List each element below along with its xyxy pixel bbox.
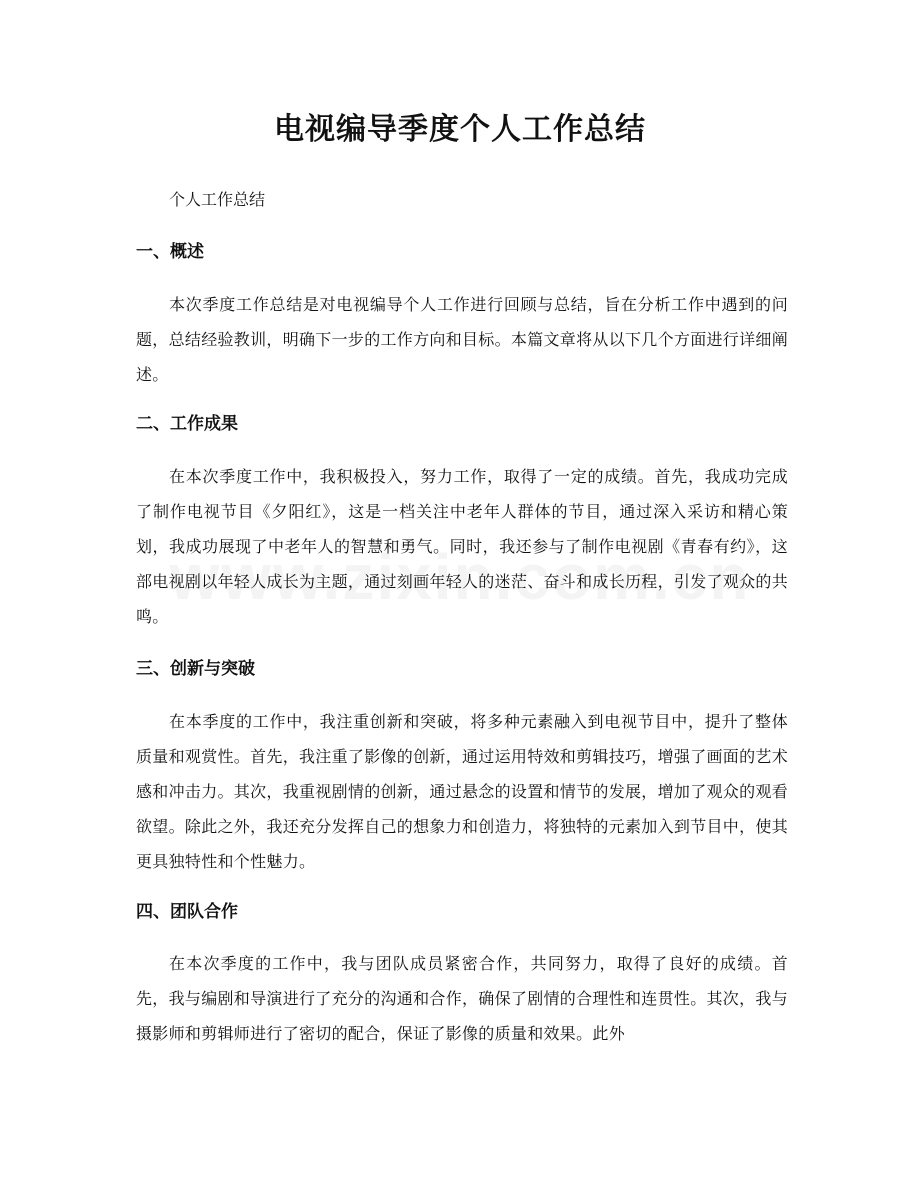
document-title: 电视编导季度个人工作总结 <box>274 112 646 147</box>
section-heading-results: 二、工作成果 <box>136 414 238 434</box>
section-body-results: 在本次季度工作中，我积极投入，努力工作，取得了一定的成绩。首先，我成功完成了制作电视节目《夕阳红》，这是一档关注中老年人群体的节目，通过深入采访和精心策划，我成功展现了中老年人的智慧和勇气。同时，我还参与了制作电视剧《青春有约》，这部电视剧以年轻人成长为主题，通过刻画年轻人的迷茫、奋斗和成长历程，引发了观众的共鸣。 <box>136 467 789 626</box>
section-body-innovation: 在本季度的工作中，我注重创新和突破，将多种元素融入到电视节目中，提升了整体质量和观赏性。首先，我注重了影像的创新，通过运用特效和剪辑技巧，增强了画面的艺术感和冲击力。其次，我重视剧情的创新，通过悬念的设置和情节的发展，增加了观众的观看欲望。除此之外，我还充分发挥自己的想象力和创造力，将独特的元素加入到节目中，使其更具独特性和个性魅力。 <box>136 712 789 871</box>
section-body-teamwork: 在本次季度的工作中，我与团队成员紧密合作，共同努力，取得了良好的成绩。首先，我与编剧和导演进行了充分的沟通和合作，确保了剧情的合理性和连贯性。其次，我与摄影师和剪辑师进行了密切的配合，保证了影像的质量和效果。此外 <box>136 954 789 1043</box>
section-heading-innovation: 三、创新与突破 <box>136 659 255 679</box>
section-body-overview: 本次季度工作总结是对电视编导个人工作进行回顾与总结，旨在分析工作中遇到的问题，总结经验教训，明确下一步的工作方向和目标。本篇文章将从以下几个方面进行详细阐述。 <box>136 295 789 384</box>
intro-line: 个人工作总结 <box>169 190 266 209</box>
section-heading-overview: 一、概述 <box>136 242 204 262</box>
section-heading-teamwork: 四、团队合作 <box>136 902 238 922</box>
